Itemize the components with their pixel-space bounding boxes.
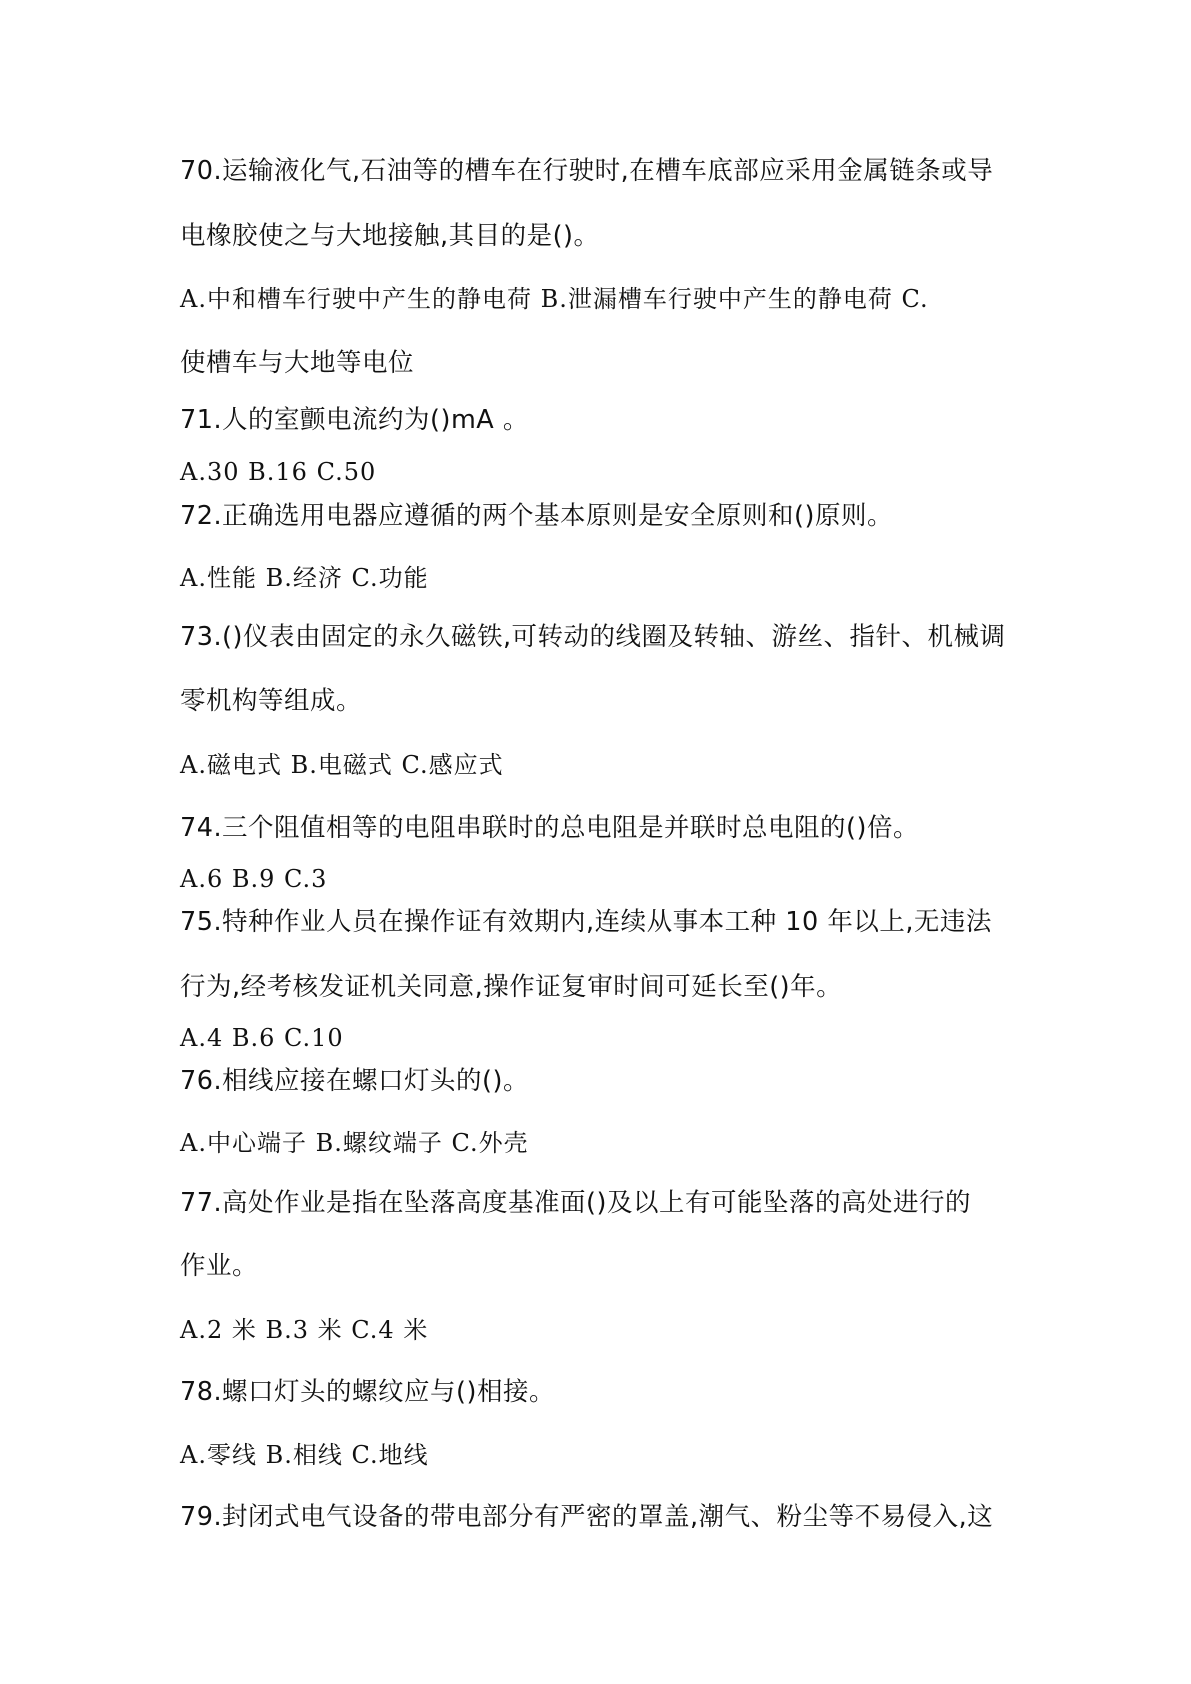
question-78-options: A.零线 B.相线 C.地线 [180, 1441, 429, 1469]
question-73-line-2: 零机构等组成。 [180, 686, 363, 716]
question-71-options: A.30 B.16 C.50 [180, 458, 377, 486]
question-70-options-line-1: A.中和槽车行驶中产生的静电荷 B.泄漏槽车行驶中产生的静电荷 C. [180, 285, 929, 313]
question-75-line-1: 75.特种作业人员在操作证有效期内,连续从事本工种 10 年以上,无违法 [180, 907, 992, 937]
question-76-options: A.中心端子 B.螺纹端子 C.外壳 [180, 1129, 529, 1157]
question-75-line-2: 行为,经考核发证机关同意,操作证复审时间可延长至()年。 [180, 972, 843, 1002]
question-72-options: A.性能 B.经济 C.功能 [180, 564, 429, 592]
question-74: 74.三个阻值相等的电阻串联时的总电阻是并联时总电阻的()倍。 [180, 813, 919, 843]
question-78: 78.螺口灯头的螺纹应与()相接。 [180, 1377, 555, 1407]
question-71: 71.人的室颤电流约为()mA 。 [180, 405, 529, 435]
question-74-options: A.6 B.9 C.3 [180, 865, 328, 893]
question-79-line-1: 79.封闭式电气设备的带电部分有严密的罩盖,潮气、粉尘等不易侵入,这 [180, 1502, 994, 1532]
question-72: 72.正确选用电器应遵循的两个基本原则是安全原则和()原则。 [180, 501, 893, 531]
question-70-line-1: 70.运输液化气,石油等的槽车在行驶时,在槽车底部应采用金属链条或导 [180, 156, 994, 186]
question-70-line-2: 电橡胶使之与大地接触,其目的是()。 [180, 221, 600, 251]
question-77-line-2: 作业。 [180, 1251, 259, 1281]
question-77-line-1: 77.高处作业是指在坠落高度基准面()及以上有可能坠落的高处进行的 [180, 1188, 971, 1218]
question-73-options: A.磁电式 B.电磁式 C.感应式 [180, 751, 504, 779]
question-75-options: A.4 B.6 C.10 [180, 1024, 344, 1052]
question-77-options: A.2 米 B.3 米 C.4 米 [180, 1316, 429, 1344]
question-70-options-line-2: 使槽车与大地等电位 [180, 348, 415, 378]
question-73-line-1: 73.()仪表由固定的永久磁铁,可转动的线圈及转轴、游丝、指针、机械调 [180, 622, 1006, 652]
question-76: 76.相线应接在螺口灯头的()。 [180, 1066, 529, 1096]
